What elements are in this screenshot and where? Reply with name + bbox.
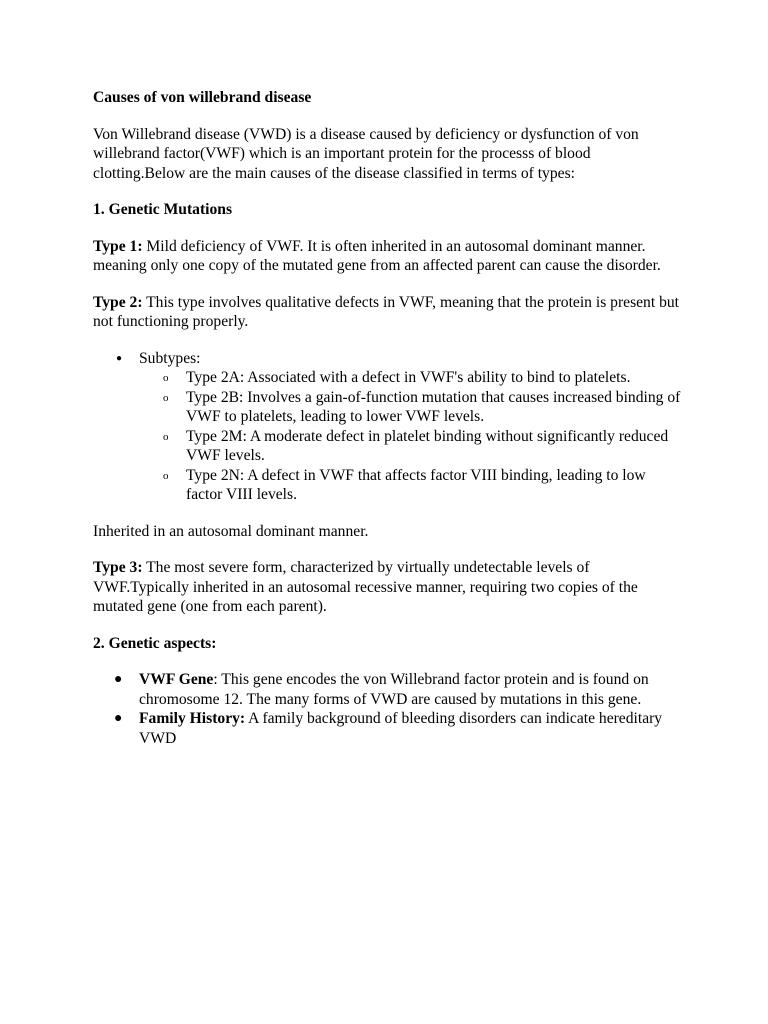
aspect-item-vwf-gene	[93, 670, 683, 709]
intro-paragraph: Von Willebrand disease (VWD) is a disease caused by deficiency or dysfunction of von willebrand factor(VWF) which is an important protein for the processs of blood clotting.Below are the main causes of the disease classified in terms of types:	[93, 125, 639, 182]
circle-bullet-icon: o	[163, 391, 169, 404]
subtypes-item	[93, 349, 683, 505]
bullet-icon: ●	[114, 711, 123, 726]
subtype-item-2n	[93, 466, 683, 505]
circle-bullet-icon: o	[163, 430, 169, 443]
type3-text: The most severe form, characterized by virtually undetectable levels of VWF.Typically inherited in an autosomal recessive manner, requiring two copies of the mutated gene (one from each parent).	[93, 559, 638, 615]
type2-inheritance: Inherited in an autosomal dominant manner.	[93, 522, 369, 540]
genetic-aspects-list	[93, 670, 683, 748]
document-page	[93, 88, 683, 765]
bullet-icon: ●	[114, 672, 123, 687]
type1-label: Type 1:	[93, 237, 143, 255]
aspect-label: VWF Gene	[139, 671, 214, 688]
type2-label: Type 2:	[93, 293, 143, 311]
aspect-item-family-history	[93, 709, 683, 748]
aspect-text: A family background of bleeding disorders can indicate hereditary VWD	[139, 710, 663, 747]
subtype-text: Type 2N: A defect in VWF that affects factor VIII binding, leading to low factor VIII levels.	[186, 466, 646, 503]
subtype-sublist	[139, 368, 683, 505]
circle-bullet-icon: o	[163, 372, 169, 384]
type1-paragraph	[93, 237, 683, 276]
aspect-text: : This gene encodes the von Willebrand factor protein and is found on chromosome 12. The many forms of VWD are caused by mutations in this gene.	[139, 671, 649, 708]
type1-text: Mild deficiency of VWF. It is often inherited in an autosomal dominant manner. meaning only one copy of the mutated gene from an affected parent can cause the disorder.	[93, 237, 661, 274]
subtype-text: Type 2A: Associated with a defect in VWF's ability to bind to platelets.	[186, 369, 631, 386]
subtypes-label: Subtypes:	[139, 349, 201, 367]
subtype-item-2a	[93, 368, 683, 388]
type2-paragraph	[93, 293, 683, 332]
subtype-text: Type 2M: A moderate defect in platelet binding without significantly reduced VWF levels.	[186, 427, 669, 464]
type2-text: This type involves qualitative defects in VWF, meaning that the protein is present but not functioning properly.	[93, 293, 680, 330]
subtypes-list	[93, 349, 683, 505]
circle-bullet-icon: o	[163, 469, 169, 482]
type3-paragraph	[93, 558, 683, 617]
subtype-item-2b	[93, 388, 683, 427]
subtype-text: Type 2B: Involves a gain-of-function mutation that causes increased binding of VWF to platelets, leading to lower VWF levels.	[186, 388, 681, 425]
type3-label: Type 3:	[93, 559, 143, 576]
aspect-label: Family History:	[139, 710, 246, 727]
document-title: Causes of von willebrand disease	[93, 89, 312, 106]
section-heading-genetic-mutations: 1. Genetic Mutations	[93, 201, 233, 218]
bullet-icon: ●	[116, 352, 123, 364]
subtype-item-2m	[93, 427, 683, 466]
section-heading-genetic-aspects: 2. Genetic aspects:	[93, 634, 217, 652]
